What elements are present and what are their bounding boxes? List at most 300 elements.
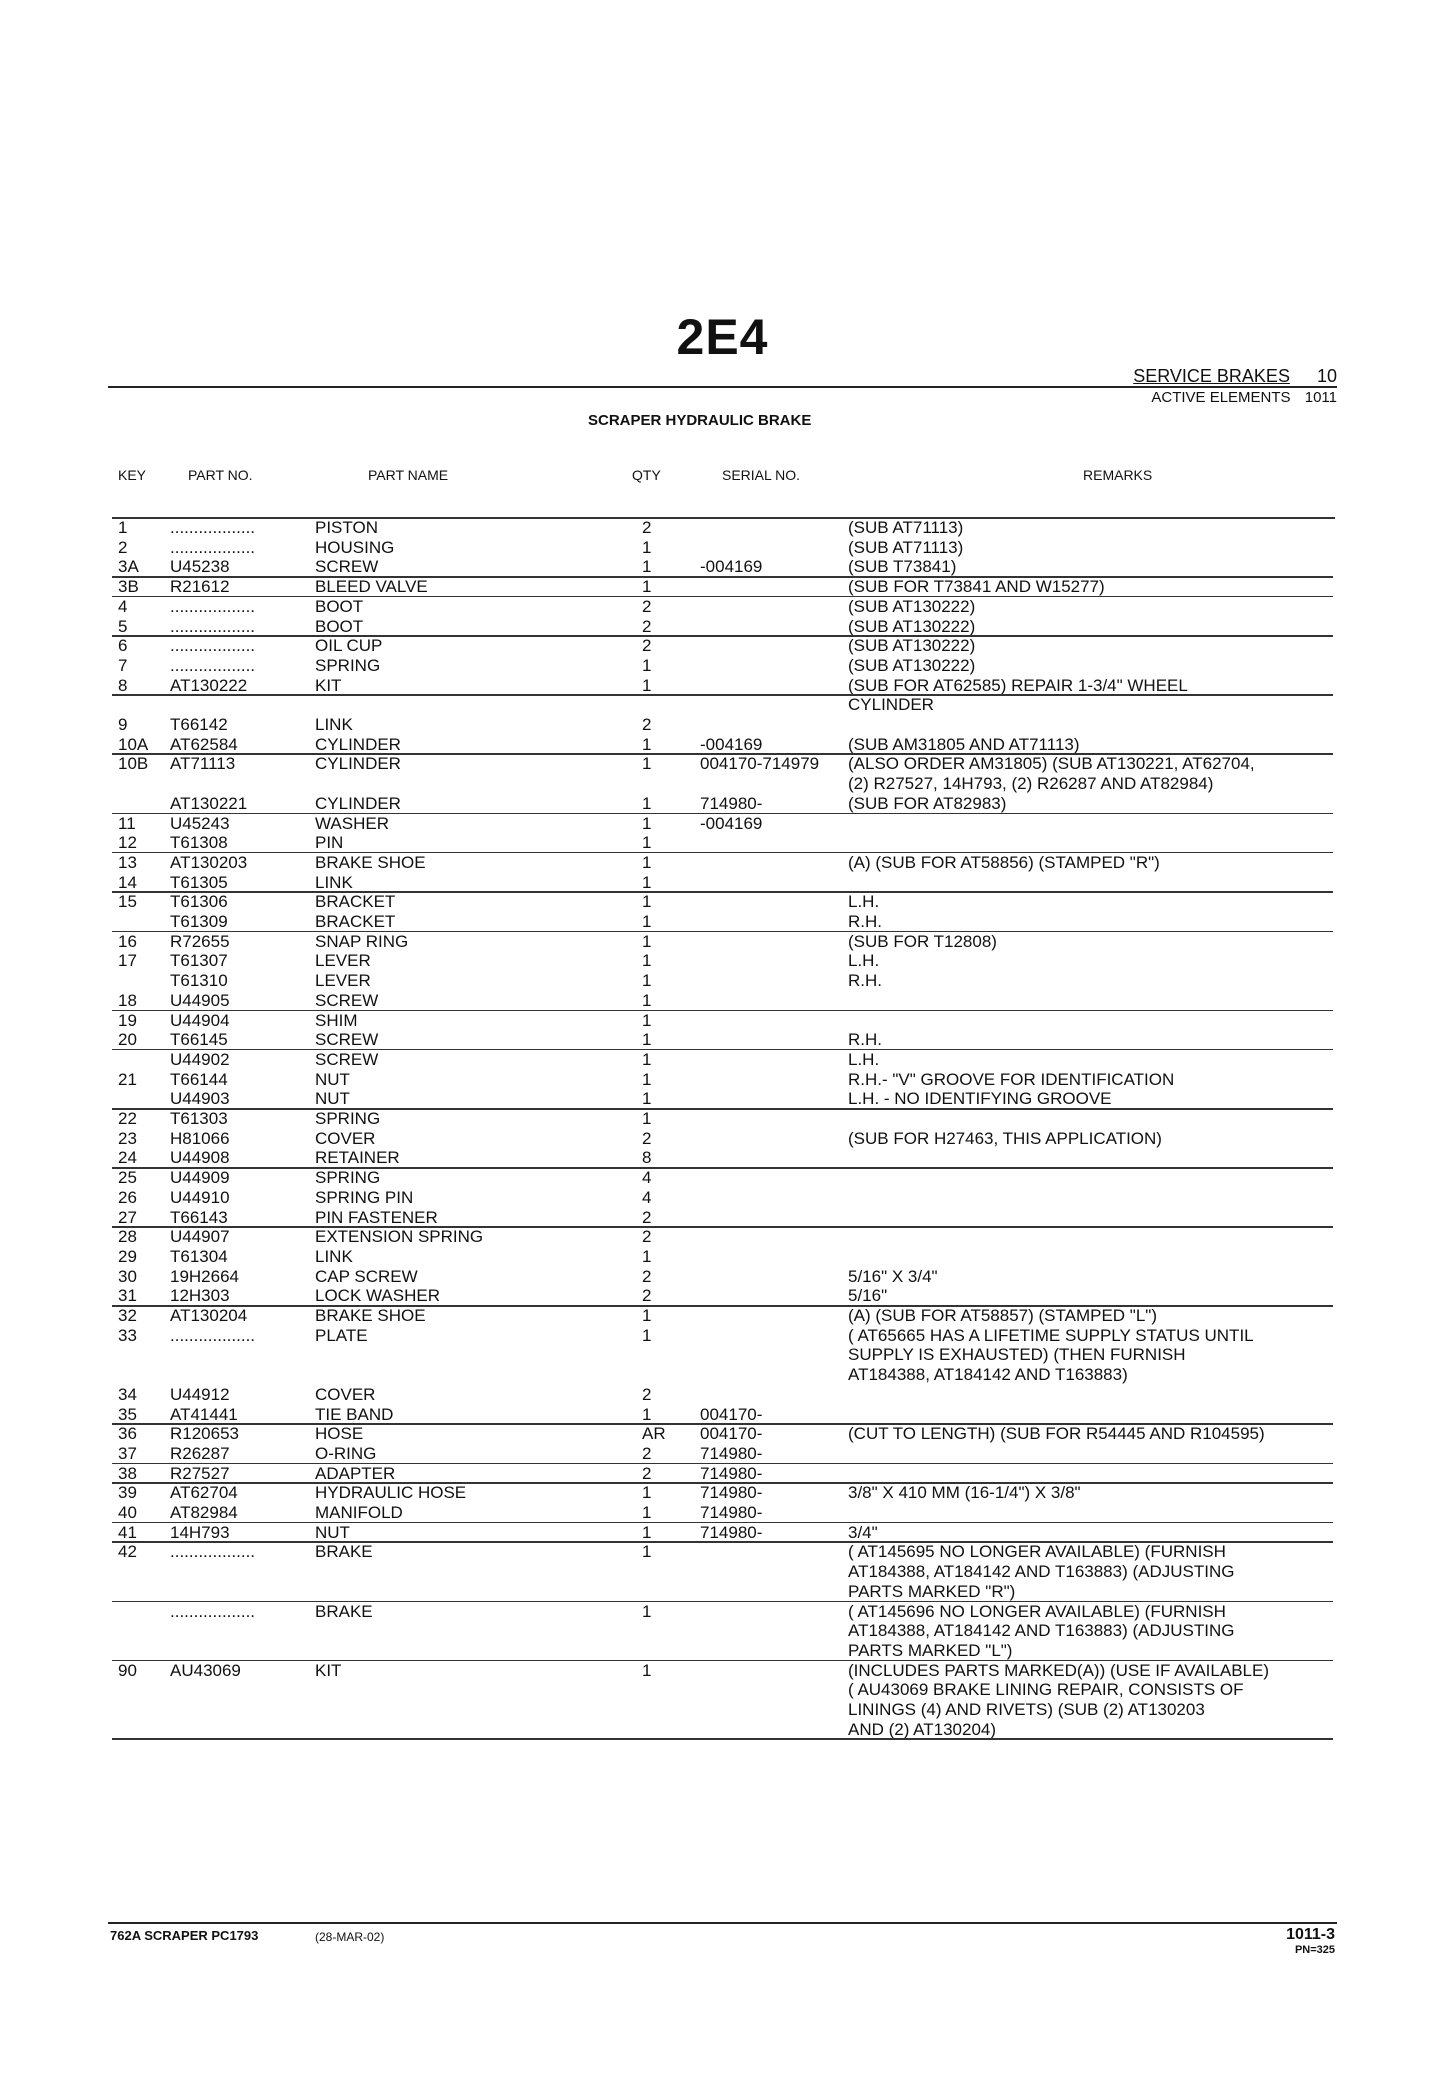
row-divider: [112, 1660, 1333, 1662]
cell-qty: 1: [642, 557, 652, 577]
cell-name: NUT: [315, 1069, 350, 1089]
cell-part: AT130221: [170, 793, 248, 813]
cell-remarks: R.H.: [848, 1030, 882, 1050]
row-divider: [112, 1463, 1333, 1465]
table-row: [0, 1641, 1445, 1661]
row-divider: [112, 1049, 1333, 1051]
cell-name: BRAKE SHOE: [315, 1306, 426, 1325]
cell-name: SPRING: [315, 655, 381, 675]
footer-date: (28-MAR-02): [315, 1930, 385, 1944]
cell-name: O-RING: [315, 1443, 377, 1463]
cell-name: HOSE: [315, 1424, 364, 1444]
table-row: [0, 1424, 1445, 1444]
cell-part: T66143: [170, 1207, 228, 1227]
cell-name: SNAP RING: [315, 931, 409, 951]
table-row: [0, 557, 1445, 577]
table-row: [0, 1148, 1445, 1168]
table-row: [0, 1208, 1445, 1228]
cell-name: OIL CUP: [315, 636, 383, 656]
table-row: [0, 971, 1445, 991]
cell-qty: 2: [642, 1384, 652, 1404]
cell-part: 19H2664: [170, 1266, 240, 1286]
cell-name: SPRING: [315, 1168, 381, 1188]
cell-name: LINK: [315, 872, 353, 892]
cell-part: 14H793: [170, 1522, 230, 1542]
cell-qty: 2: [642, 518, 652, 537]
cell-name: NUT: [315, 1522, 350, 1542]
table-row: [0, 1680, 1445, 1700]
cell-key: 25: [118, 1168, 137, 1188]
cell-part: T66142: [170, 715, 228, 734]
table-row: [0, 1562, 1445, 1582]
cell-qty: 1: [642, 734, 652, 754]
cell-qty: 2: [642, 636, 652, 656]
cell-part: ..................: [170, 636, 256, 656]
cell-name: KIT: [315, 675, 342, 695]
cell-part: U44907: [170, 1227, 230, 1247]
cell-key: 40: [118, 1503, 137, 1522]
cell-name: EXTENSION SPRING: [315, 1227, 484, 1247]
cell-remarks: CYLINDER: [848, 695, 934, 715]
table-row: [0, 1168, 1445, 1188]
cell-remarks: (SUB AT71113): [848, 537, 964, 557]
table-row: [0, 774, 1445, 794]
cell-key: 11: [118, 813, 136, 833]
cell-serial: 004170-: [700, 1424, 763, 1444]
cell-name: PISTON: [315, 518, 378, 537]
cell-part: T66144: [170, 1069, 228, 1089]
table-row: [0, 695, 1445, 715]
table-row: [0, 1405, 1445, 1425]
section-title: SERVICE BRAKES: [1133, 366, 1290, 386]
cell-key: 22: [118, 1109, 137, 1128]
table-row: [0, 617, 1445, 637]
cell-qty: 1: [642, 1404, 652, 1424]
cell-remarks: (2) R27527, 14H793, (2) R26287 AND AT82984): [848, 774, 1214, 794]
cell-qty: 1: [642, 1483, 652, 1503]
cell-key: 38: [118, 1463, 137, 1483]
section-number: 10: [1316, 366, 1337, 386]
cell-part: H81066: [170, 1128, 230, 1148]
cell-qty: 4: [642, 1187, 652, 1207]
cell-part: AT82984: [170, 1503, 238, 1522]
row-divider: [112, 1601, 1333, 1603]
cell-key: 3B: [118, 577, 139, 597]
table-row: [0, 1267, 1445, 1287]
cell-key: 14: [118, 872, 137, 892]
table-row: [0, 1030, 1445, 1050]
cell-remarks: (INCLUDES PARTS MARKED(A)) (USE IF AVAILABLE): [848, 1660, 1269, 1680]
column-header-remarks: REMARKS: [1083, 467, 1153, 483]
cell-part: T61310: [170, 971, 228, 991]
cell-qty: 1: [642, 1109, 652, 1128]
cell-remarks: AT184388, AT184142 AND T163883) (ADJUSTING: [848, 1621, 1235, 1641]
table-row: [0, 1542, 1445, 1562]
cell-name: CYLINDER: [315, 734, 401, 754]
footer-pn: PN=325: [1294, 1944, 1335, 1956]
cell-remarks: AND (2) AT130204): [848, 1719, 997, 1739]
row-divider: [112, 1010, 1333, 1012]
row-divider: [112, 852, 1333, 854]
cell-part: U44902: [170, 1049, 230, 1069]
cell-remarks: ( AU43069 BRAKE LINING REPAIR, CONSISTS OF: [848, 1680, 1244, 1700]
table-row: [0, 1503, 1445, 1523]
table-row: [0, 1582, 1445, 1602]
table-row: [0, 951, 1445, 971]
cell-qty: 1: [642, 1069, 652, 1089]
cell-qty: 2: [642, 1207, 652, 1227]
cell-serial: 714980-: [700, 1483, 763, 1503]
cell-part: AT62584: [170, 734, 238, 754]
cell-qty: 2: [642, 1443, 652, 1463]
cell-serial: -004169: [700, 813, 763, 833]
cell-part: ..................: [170, 1601, 256, 1621]
cell-serial: 714980-: [700, 1443, 763, 1463]
cell-remarks: ( AT145696 NO LONGER AVAILABLE) (FURNISH: [848, 1601, 1226, 1621]
row-divider: [112, 1522, 1333, 1524]
cell-key: 10B: [118, 754, 149, 774]
row-divider: [112, 891, 1333, 893]
cell-name: BRAKE SHOE: [315, 852, 426, 872]
cell-qty: 1: [642, 990, 652, 1010]
table-row: [0, 1444, 1445, 1464]
cell-remarks: (A) (SUB FOR AT58857) (STAMPED "L"): [848, 1306, 1157, 1325]
cell-name: LINK: [315, 1246, 353, 1266]
table-row: [0, 676, 1445, 696]
cell-qty: 1: [642, 852, 652, 872]
cell-name: BRACKET: [315, 912, 396, 931]
cell-remarks: LININGS (4) AND RIVETS) (SUB (2) AT130203: [848, 1700, 1205, 1719]
table-row: [0, 853, 1445, 873]
cell-name: SPRING PIN: [315, 1187, 414, 1207]
cell-part: AT71113: [170, 754, 236, 774]
cell-part: T61303: [170, 1109, 228, 1128]
cell-part: T61305: [170, 872, 228, 892]
column-header-part-name: PART NAME: [368, 467, 449, 483]
cell-part: AT62704: [170, 1483, 238, 1503]
table-row: [0, 991, 1445, 1011]
cell-remarks: ( AT65665 HAS A LIFETIME SUPPLY STATUS UNTIL: [848, 1325, 1254, 1345]
cell-part: R21612: [170, 577, 230, 597]
section-subtitle: ACTIVE ELEMENTS: [1151, 389, 1291, 406]
section-sub-number: 1011: [1304, 389, 1337, 406]
table-row: [0, 636, 1445, 656]
cell-qty: 2: [642, 1227, 652, 1247]
cell-remarks: (SUB T73841): [848, 557, 957, 577]
table-row: [0, 1070, 1445, 1090]
cell-part: U44909: [170, 1168, 230, 1188]
cell-remarks: L.H.: [848, 892, 880, 912]
cell-key: 26: [118, 1187, 137, 1207]
table-row: [0, 1089, 1445, 1109]
row-divider: [112, 1541, 1333, 1543]
table-row: [0, 932, 1445, 952]
cell-name: BRACKET: [315, 892, 396, 912]
cell-serial: 714980-: [700, 793, 763, 813]
cell-key: 10A: [118, 734, 149, 754]
table-row: [0, 1129, 1445, 1149]
cell-part: U44910: [170, 1187, 230, 1207]
table-row: [0, 715, 1445, 735]
cell-remarks: (SUB FOR AT82983): [848, 793, 1007, 813]
cell-serial: -004169: [700, 734, 763, 754]
cell-key: 3A: [118, 557, 139, 577]
cell-qty: 2: [642, 596, 652, 616]
cell-key: 32: [118, 1306, 137, 1325]
table-row: [0, 794, 1445, 814]
cell-remarks: AT184388, AT184142 AND T163883) (ADJUSTING: [848, 1562, 1235, 1582]
table-row: [0, 833, 1445, 853]
cell-qty: 2: [642, 1266, 652, 1286]
footer-page-number: 1011-3: [1286, 1926, 1335, 1943]
cell-key: 30: [118, 1266, 137, 1286]
table-row: [0, 1700, 1445, 1720]
cell-remarks: PARTS MARKED "R"): [848, 1581, 1016, 1601]
cell-key: 9: [118, 715, 128, 734]
cell-qty: 1: [642, 1246, 652, 1266]
cell-serial: 714980-: [700, 1522, 763, 1542]
table-row: [0, 912, 1445, 932]
table-row: [0, 1720, 1445, 1740]
cell-name: HYDRAULIC HOSE: [315, 1483, 467, 1503]
table-row: [0, 1464, 1445, 1484]
cell-remarks: (SUB AT130222): [848, 616, 976, 636]
cell-remarks: (SUB AT71113): [848, 518, 964, 537]
cell-remarks: 5/16" X 3/4": [848, 1266, 938, 1286]
cell-part: T61306: [170, 892, 228, 912]
cell-remarks: ( AT145695 NO LONGER AVAILABLE) (FURNISH: [848, 1542, 1226, 1562]
cell-qty: 1: [642, 1049, 652, 1069]
cell-name: LEVER: [315, 951, 371, 971]
cell-name: SCREW: [315, 990, 379, 1010]
cell-part: ..................: [170, 616, 256, 636]
cell-key: 18: [118, 990, 137, 1010]
table-row: [0, 1326, 1445, 1346]
cell-name: ADAPTER: [315, 1463, 396, 1483]
cell-name: BOOT: [315, 616, 364, 636]
table-row: [0, 656, 1445, 676]
cell-remarks: (SUB AT130222): [848, 655, 976, 675]
cell-key: 5: [118, 616, 128, 636]
table-row: [0, 1661, 1445, 1681]
cell-part: U44904: [170, 1010, 230, 1030]
cell-qty: 1: [642, 892, 652, 912]
cell-qty: AR: [642, 1424, 666, 1444]
cell-name: WASHER: [315, 813, 389, 833]
row-divider: [112, 596, 1333, 598]
cell-key: 33: [118, 1325, 137, 1345]
cell-key: 28: [118, 1227, 137, 1247]
column-header-key: KEY: [118, 467, 147, 483]
cell-name: CYLINDER: [315, 754, 401, 774]
cell-key: 16: [118, 931, 137, 951]
cell-part: U44908: [170, 1148, 230, 1168]
cell-qty: 1: [642, 1030, 652, 1050]
cell-name: LINK: [315, 715, 353, 734]
cell-key: 90: [118, 1660, 137, 1680]
cell-key: 12: [118, 833, 137, 853]
cell-qty: 1: [642, 813, 652, 833]
row-divider: [112, 813, 1333, 815]
table-row: [0, 1306, 1445, 1326]
table-row: [0, 1109, 1445, 1129]
cell-key: 35: [118, 1404, 137, 1424]
table-row: [0, 1247, 1445, 1267]
table-row: [0, 735, 1445, 755]
cell-key: 34: [118, 1384, 137, 1404]
cell-key: 20: [118, 1030, 137, 1050]
cell-key: 2: [118, 537, 128, 557]
cell-key: 1: [118, 518, 128, 537]
cell-name: LOCK WASHER: [315, 1286, 441, 1306]
column-header-part-no: PART NO.: [188, 467, 253, 483]
cell-part: T61308: [170, 833, 228, 853]
cell-qty: 1: [642, 1542, 652, 1562]
cell-serial: 004170-: [700, 1404, 763, 1424]
table-row: [0, 1345, 1445, 1365]
cell-key: 6: [118, 636, 128, 656]
cell-qty: 2: [642, 1128, 652, 1148]
cell-remarks: (SUB FOR AT62585) REPAIR 1-3/4" WHEEL: [848, 675, 1188, 695]
cell-part: AU43069: [170, 1660, 241, 1680]
cell-qty: 1: [642, 931, 652, 951]
cell-qty: 1: [642, 1089, 652, 1109]
cell-qty: 1: [642, 675, 652, 695]
cell-part: ..................: [170, 1325, 256, 1345]
cell-key: 42: [118, 1542, 137, 1562]
cell-remarks: SUPPLY IS EXHAUSTED) (THEN FURNISH: [848, 1345, 1186, 1365]
cell-remarks: (SUB AT130222): [848, 596, 976, 616]
cell-qty: 1: [642, 793, 652, 813]
cell-qty: 1: [642, 1306, 652, 1325]
cell-qty: 1: [642, 833, 652, 853]
document-heading: SCRAPER HYDRAULIC BRAKE: [588, 412, 812, 429]
cell-part: R27527: [170, 1463, 230, 1483]
cell-part: R120653: [170, 1424, 240, 1444]
cell-part: U44903: [170, 1089, 230, 1109]
row-divider: [112, 1305, 1333, 1307]
cell-serial: -004169: [700, 557, 763, 577]
cell-qty: 1: [642, 1660, 652, 1680]
cell-remarks: (ALSO ORDER AM31805) (SUB AT130221, AT62704,: [848, 754, 1255, 774]
cell-remarks: (SUB FOR T12808): [848, 931, 997, 951]
table-row: [0, 892, 1445, 912]
cell-remarks: PARTS MARKED "L"): [848, 1640, 1013, 1660]
cell-remarks: L.H. - NO IDENTIFYING GROOVE: [848, 1089, 1112, 1109]
cell-key: 31: [118, 1286, 137, 1306]
cell-key: 39: [118, 1483, 137, 1503]
cell-qty: 1: [642, 951, 652, 971]
cell-qty: 1: [642, 577, 652, 597]
table-row: [0, 1523, 1445, 1543]
cell-serial: 004170-714979: [700, 754, 820, 774]
cell-key: 19: [118, 1010, 137, 1030]
table-row: [0, 1011, 1445, 1031]
cell-name: SCREW: [315, 1030, 379, 1050]
cell-part: AT130204: [170, 1306, 248, 1325]
table-row: [0, 1483, 1445, 1503]
cell-name: COVER: [315, 1384, 376, 1404]
cell-qty: 1: [642, 754, 652, 774]
cell-remarks: (SUB AM31805 AND AT71113): [848, 734, 1080, 754]
table-row: [0, 1602, 1445, 1622]
column-header-serial-no: SERIAL NO.: [722, 467, 801, 483]
cell-name: MANIFOLD: [315, 1503, 403, 1522]
cell-remarks: R.H.: [848, 971, 882, 991]
cell-name: RETAINER: [315, 1148, 400, 1168]
cell-remarks: (A) (SUB FOR AT58856) (STAMPED "R"): [848, 852, 1160, 872]
cell-name: SCREW: [315, 1049, 379, 1069]
cell-key: 37: [118, 1443, 137, 1463]
cell-name: LEVER: [315, 971, 371, 991]
cell-qty: 2: [642, 1286, 652, 1306]
cell-qty: 1: [642, 1522, 652, 1542]
cell-name: KIT: [315, 1660, 342, 1680]
cell-name: NUT: [315, 1089, 350, 1109]
cell-name: BOOT: [315, 596, 364, 616]
cell-name: BRAKE: [315, 1542, 373, 1562]
cell-name: SCREW: [315, 557, 379, 577]
cell-name: CAP SCREW: [315, 1266, 418, 1286]
cell-key: 13: [118, 852, 137, 872]
cell-qty: 2: [642, 1463, 652, 1483]
table-row: [0, 1286, 1445, 1306]
cell-name: TIE BAND: [315, 1404, 394, 1424]
cell-qty: 1: [642, 971, 652, 991]
cell-qty: 1: [642, 1010, 652, 1030]
cell-remarks: (SUB FOR T73841 AND W15277): [848, 577, 1105, 597]
cell-qty: 2: [642, 616, 652, 636]
cell-key: 23: [118, 1128, 137, 1148]
cell-part: ..................: [170, 1542, 256, 1562]
row-divider: [112, 576, 1333, 578]
cell-name: CYLINDER: [315, 793, 401, 813]
cell-part: U44905: [170, 990, 230, 1010]
cell-key: 27: [118, 1207, 137, 1227]
cell-part: U44912: [170, 1384, 230, 1404]
row-divider: [112, 753, 1333, 755]
cell-qty: 1: [642, 1325, 652, 1345]
table-row: [0, 814, 1445, 834]
cell-part: 12H303: [170, 1286, 230, 1306]
cell-remarks: (CUT TO LENGTH) (SUB FOR R54445 AND R104595): [848, 1424, 1265, 1444]
row-divider: [112, 635, 1333, 637]
row-divider: [112, 694, 1333, 696]
cell-part: T61304: [170, 1246, 228, 1266]
cell-part: U45243: [170, 813, 230, 833]
cell-part: T61309: [170, 912, 228, 931]
table-row: [0, 577, 1445, 597]
cell-qty: 1: [642, 872, 652, 892]
table-row: [0, 597, 1445, 617]
table-row: [0, 1188, 1445, 1208]
table-row: [0, 1365, 1445, 1385]
table-row: [0, 518, 1445, 538]
cell-key: 17: [118, 951, 137, 971]
cell-qty: 1: [642, 537, 652, 557]
cell-name: PIN: [315, 833, 344, 853]
row-divider: [112, 1423, 1333, 1425]
cell-key: 41: [118, 1522, 137, 1542]
cell-remarks: 3/4": [848, 1522, 878, 1542]
cell-part: ..................: [170, 596, 256, 616]
cell-name: SHIM: [315, 1010, 358, 1030]
table-row: [0, 873, 1445, 893]
cell-remarks: AT184388, AT184142 AND T163883): [848, 1365, 1128, 1385]
cell-name: HOUSING: [315, 537, 395, 557]
cell-part: AT130222: [170, 675, 248, 695]
cell-part: ..................: [170, 518, 256, 537]
